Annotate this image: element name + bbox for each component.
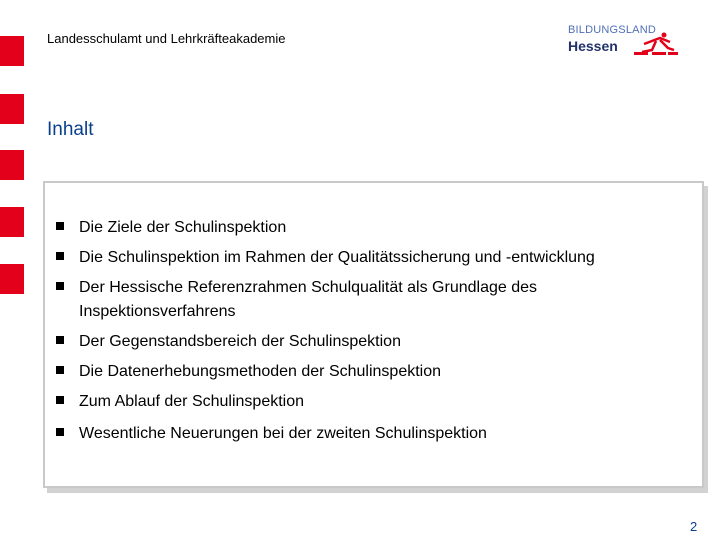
square-bullet-icon bbox=[56, 282, 64, 290]
toc-box bbox=[43, 181, 704, 488]
square-bullet-icon bbox=[56, 252, 64, 260]
logo-figure-icon bbox=[634, 32, 678, 58]
toc-item-text: Die Datenerhebungsmethoden der Schulinspektion bbox=[79, 363, 442, 380]
logo-bottom-text: Hessen bbox=[568, 38, 618, 54]
logo-top-text: BILDUNGSLAND bbox=[568, 24, 656, 36]
square-bullet-icon bbox=[56, 366, 64, 374]
toc-item-text: Zum Ablauf der Schulinspektion bbox=[79, 393, 305, 410]
toc-item-text: Die Schulinspektion im Rahmen der Qualitätssicherung und -entwicklung bbox=[79, 249, 595, 266]
bildungsland-hessen-logo bbox=[568, 24, 678, 60]
red-side-marker bbox=[0, 36, 24, 66]
toc-item-text: Die Ziele der Schulinspektion bbox=[79, 219, 287, 236]
red-side-marker bbox=[0, 264, 24, 294]
organization-name: Landesschulamt und Lehrkräfteakademie bbox=[47, 31, 286, 46]
red-side-marker bbox=[0, 207, 24, 237]
toc-item-text: Wesentliche Neuerungen bei der zweiten Schulinspektion bbox=[79, 425, 487, 442]
square-bullet-icon bbox=[56, 428, 64, 436]
square-bullet-icon bbox=[56, 222, 64, 230]
page-number: 2 bbox=[690, 519, 698, 534]
square-bullet-icon bbox=[56, 396, 64, 404]
square-bullet-icon bbox=[56, 336, 64, 344]
page-title: Inhalt bbox=[47, 119, 94, 140]
red-side-marker bbox=[0, 94, 24, 124]
toc-item-text: Der Gegenstandsbereich der Schulinspektion bbox=[79, 333, 401, 350]
red-side-marker bbox=[0, 150, 24, 180]
toc-item-text: Der Hessische Referenzrahmen Schulqualität als Grundlage des Inspektionsverfahrens bbox=[79, 279, 538, 320]
